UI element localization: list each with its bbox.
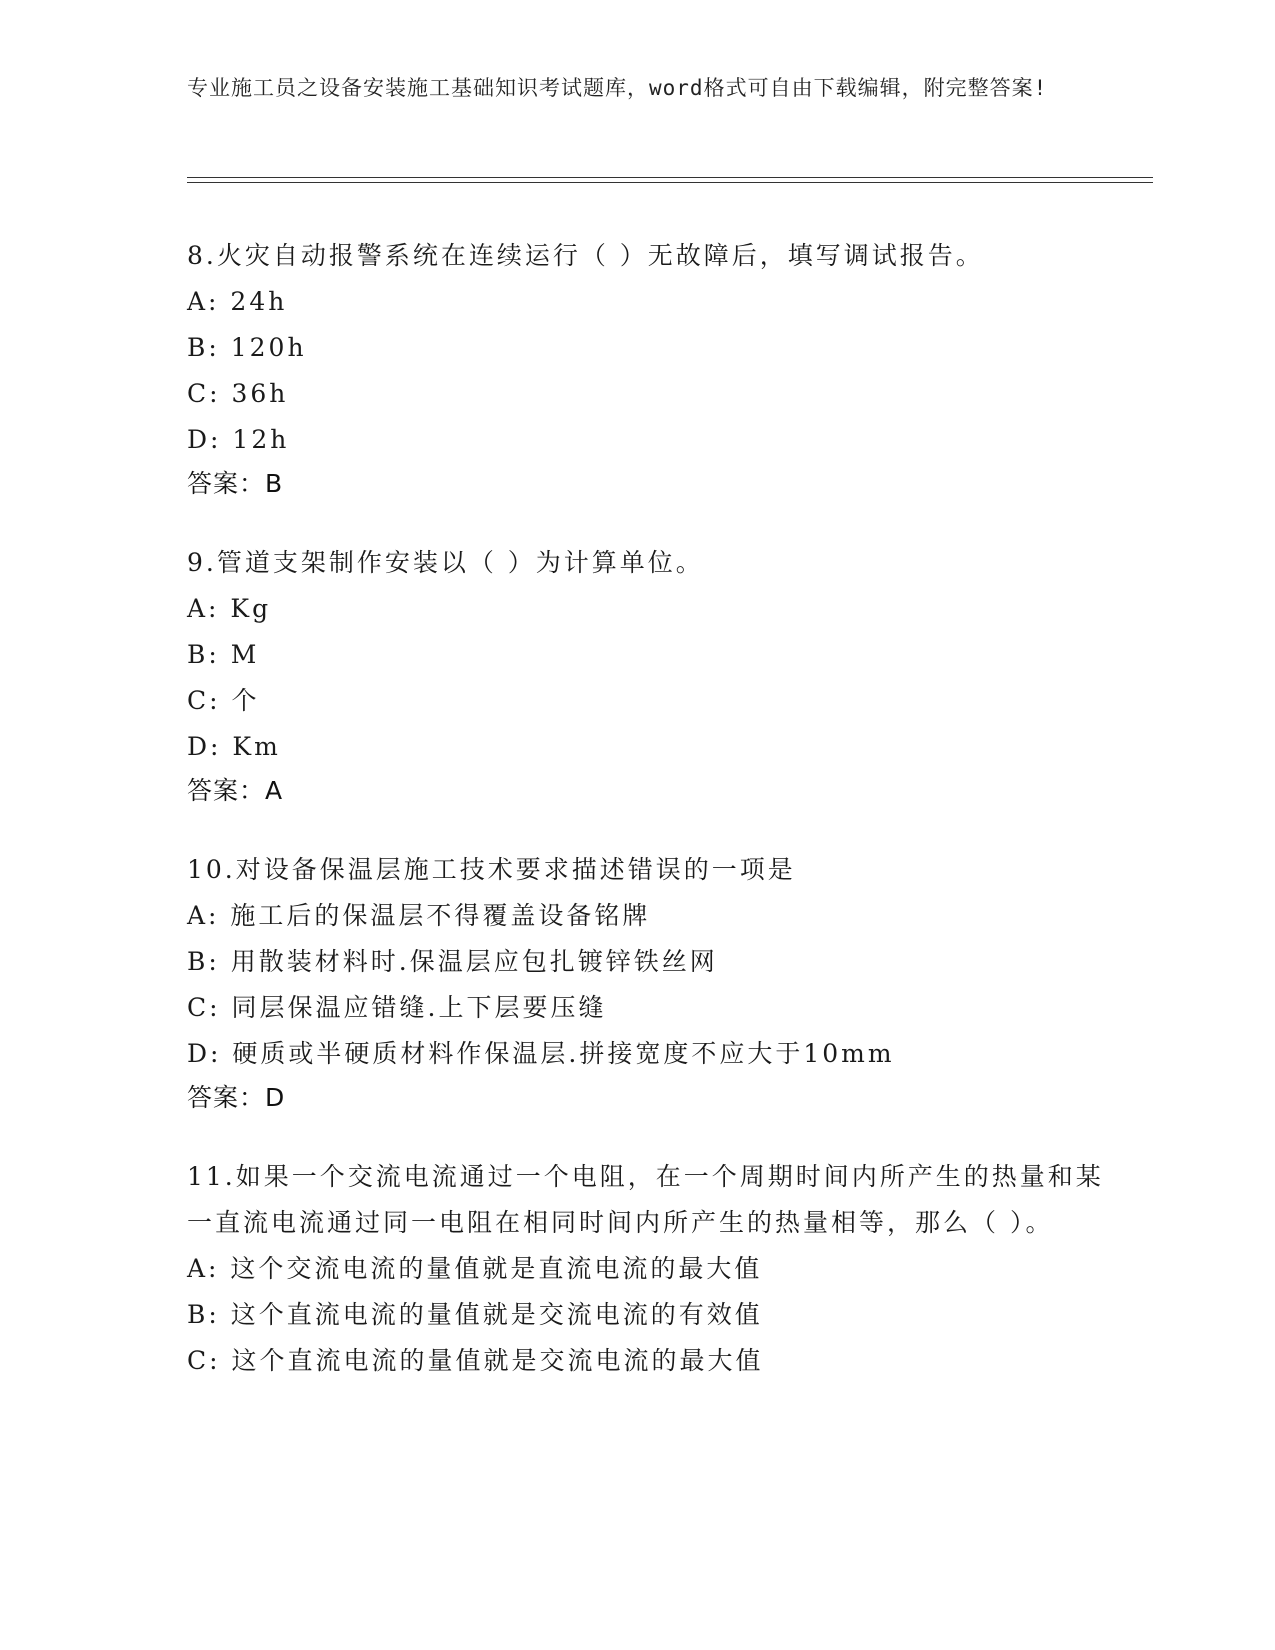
question-9	[187, 540, 1107, 812]
answer-label: 答案：A	[187, 776, 284, 805]
question-text: 8.火灾自动报警系统在连续运行（ ）无故障后，填写调试报告。	[187, 241, 984, 270]
question-8	[187, 233, 1107, 505]
option-d: D: 硬质或半硬质材料作保温层.拼接宽度不应大于10mm	[187, 1039, 895, 1068]
option-a: A: Kg	[187, 594, 272, 623]
option-c: C: 这个直流电流的量值就是交流电流的最大值	[187, 1346, 764, 1375]
answer-label: 答案：B	[187, 469, 284, 498]
header-divider-bottom	[187, 182, 1153, 183]
option-d: D: 12h	[187, 425, 290, 454]
answer-label: 答案：D	[187, 1083, 286, 1112]
option-b: B: 这个直流电流的量值就是交流电流的有效值	[187, 1300, 763, 1329]
option-a: A: 24h	[187, 287, 288, 316]
option-a: A: 这个交流电流的量值就是直流电流的最大值	[187, 1254, 763, 1283]
option-b: B: 120h	[187, 333, 307, 362]
option-c: C: 同层保温应错缝.上下层要压缝	[187, 993, 607, 1022]
option-c: C: 个	[187, 686, 260, 715]
question-11	[187, 1154, 1107, 1384]
option-b: B: M	[187, 640, 260, 669]
question-text: 9.管道支架制作安装以（ ）为计算单位。	[187, 548, 704, 577]
header-divider-top	[187, 177, 1153, 178]
option-b: B: 用散装材料时.保温层应包扎镀锌铁丝网	[187, 947, 718, 976]
option-a: A: 施工后的保温层不得覆盖设备铭牌	[187, 901, 651, 930]
question-list	[187, 233, 1107, 1419]
question-text: 11.如果一个交流电流通过一个电阻，在一个周期时间内所产生的热量和某一直流电流通过同一电阻在相同时间内所产生的热量相等，那么（ ）。	[187, 1162, 1104, 1237]
question-text: 10.对设备保温层施工技术要求描述错误的一项是	[187, 855, 796, 884]
document-header: 专业施工员之设备安装施工基础知识考试题库，word格式可自由下载编辑，附完整答案!	[187, 76, 1048, 100]
question-10	[187, 847, 1107, 1119]
option-d: D: Km	[187, 732, 281, 761]
option-c: C: 36h	[187, 379, 289, 408]
